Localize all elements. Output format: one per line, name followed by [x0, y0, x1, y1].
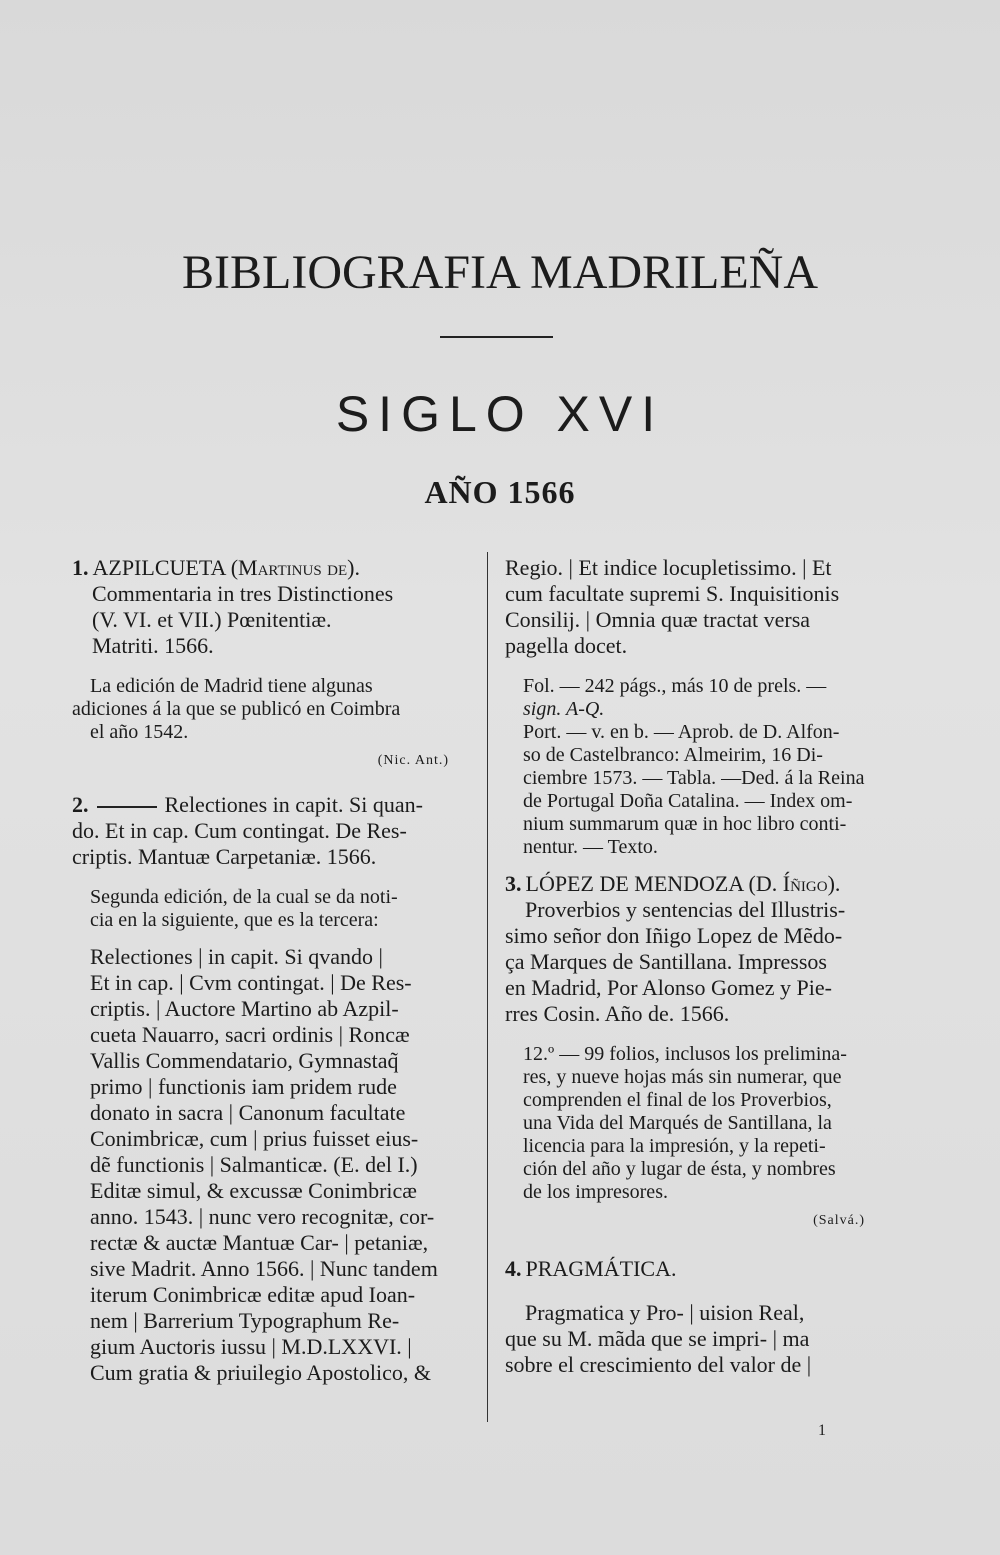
year-heading: AÑO 1566: [424, 474, 576, 510]
transcript-line: criptis. | Auctore Martino ab Azpil-: [90, 996, 399, 1021]
continuation-line: cum facultate supremi S. Inquisitionis: [505, 581, 840, 606]
transcript-line: Relectiones | in capit. Si qvando |: [90, 944, 383, 969]
entry-2-collation: [505, 675, 915, 859]
title-line: Proverbios y sentencias del Illustris-: [525, 897, 846, 922]
transcript-line: iterum Conimbricæ editæ apud Ioan-: [90, 1282, 416, 1307]
title-line: simo señor don Iñigo Lopez de Mẽdo-: [505, 923, 843, 948]
transcript-line: Cum gratia & priuilegio Apostolico, &: [90, 1360, 431, 1385]
title-divider: [440, 336, 553, 338]
spacer: [505, 859, 915, 871]
entry-2-note: [72, 886, 477, 932]
title-line: Pragmatica y Pro- | uision Real,: [525, 1300, 805, 1325]
entry-number: 4.: [505, 1256, 522, 1281]
title-line: criptis. Mantuæ Carpetaniæ. 1566.: [72, 844, 377, 869]
entry-author: LÓPEZ DE MENDOZA: [525, 871, 744, 896]
transcript-line: anno. 1543. | nunc vero recognitæ, cor-: [90, 1204, 435, 1229]
note-line: ción del año y lugar de ésta, y nombres: [523, 1158, 836, 1180]
title-line: rres Cosin. Año de. 1566.: [505, 1001, 730, 1026]
entry-3: [505, 871, 915, 1234]
note-line: de los impresores.: [523, 1181, 668, 1203]
note-line: 12.º — 99 folios, inclusos los prelimina-: [523, 1043, 847, 1065]
collation-line: de Portugal Doña Catalina. — Index om-: [523, 790, 853, 812]
entry-author: AZPILCUETA: [92, 555, 226, 580]
spacer: [505, 1234, 915, 1256]
note-line: adiciones á la que se publicó en Coimbra: [72, 698, 401, 720]
note-line: comprenden el final de los Proverbios,: [523, 1089, 832, 1111]
column-divider: [487, 552, 488, 1422]
continuation-line: Consilij. | Omnia quæ tractat versa: [505, 607, 811, 632]
transcript-line: Vallis Commendatario, Gymnastaq̃: [90, 1048, 399, 1073]
collation-line: Fol. — 242 págs., más 10 de prels. —: [523, 675, 827, 697]
right-column: [505, 555, 915, 1378]
transcript-line: nem | Barrerium Typographum Re-: [90, 1308, 400, 1333]
collation-line: nium summarum quæ in hoc libro conti-: [523, 813, 847, 835]
entry-1: [72, 555, 477, 774]
left-column: [72, 555, 477, 1386]
entry-number: 3.: [505, 871, 522, 896]
transcript-line: rectæ & auctæ Mantuæ Car- | petaniæ,: [90, 1230, 429, 1255]
entry-number: 2.: [72, 792, 89, 817]
title-line: en Madrid, Por Alonso Gomez y Pie-: [505, 975, 832, 1000]
collation-line: sign. A-Q.: [523, 698, 605, 720]
entry-4-heading: [505, 1256, 915, 1282]
entry-1-source: (Nic. Ant.): [377, 753, 449, 768]
entry-1-note: [72, 675, 477, 744]
entry-2-transcript: [72, 944, 477, 1386]
collation-line: Port. — v. en b. — Aprob. de D. Alfon-: [523, 721, 840, 743]
transcript-line: primo | functionis iam pridem rude: [90, 1074, 397, 1099]
title-line: do. Et in cap. Cum contingat. De Res-: [72, 818, 407, 843]
entry-3-source: (Salvá.): [813, 1213, 865, 1228]
title-line: que su M. mãda que se impri- | ma: [505, 1326, 810, 1351]
page-title: BIBLIOGRAFIA MADRILEÑA: [182, 246, 818, 299]
title-line: Matriti. 1566.: [92, 633, 214, 658]
ditto-rule: [97, 806, 157, 808]
collation-line: so de Castelbranco: Almeirim, 16 Di-: [523, 744, 823, 766]
note-line: cia en la siguiente, que es la tercera:: [90, 909, 379, 931]
entry-2-title: [72, 792, 477, 870]
note-line: una Vida del Marqués de Santillana, la: [523, 1112, 832, 1134]
title-line: (V. VI. et VII.) Pœnitentiæ.: [92, 607, 332, 632]
page-number: 1: [818, 1422, 826, 1439]
entry-3-heading: [505, 871, 915, 897]
entry-3-note: [505, 1043, 915, 1204]
entry-1-heading: [72, 555, 477, 581]
century-heading: SIGLO XVI: [335, 386, 665, 442]
transcript-line: Et in cap. | Cvm contingat. | De Res-: [90, 970, 412, 995]
entry-4: [505, 1256, 915, 1378]
entry-author: PRAGMÁTICA.: [525, 1256, 677, 1281]
entry-number: 1.: [72, 555, 89, 580]
transcript-line: donato in sacra | Canonum facultate: [90, 1100, 406, 1125]
continuation-line: pagella docet.: [505, 633, 628, 658]
title-line: Relectiones in capit. Si quan-: [164, 792, 423, 817]
note-line: Segunda edición, de la cual se da noti-: [90, 886, 398, 908]
note-line: licencia para la impresión, y la repeti-: [523, 1135, 826, 1157]
collation-line: ciembre 1573. — Tabla. —Ded. á la Reina: [523, 767, 865, 789]
entry-author-suffix: (Martinus de).: [230, 555, 360, 580]
entry-4-title: [505, 1300, 915, 1378]
entry-2: [72, 792, 477, 1386]
note-line: La edición de Madrid tiene algunas: [90, 675, 373, 697]
entry-1-title: [72, 581, 477, 659]
collation-line: nentur. — Texto.: [523, 836, 658, 858]
transcript-line: sive Madrit. Anno 1566. | Nunc tandem: [90, 1256, 438, 1281]
transcript-line: gium Auctoris iussu | M.D.LXXVI. |: [90, 1334, 412, 1359]
note-line: res, y nueve hojas más sin numerar, que: [523, 1066, 842, 1088]
note-line: el año 1542.: [90, 721, 189, 743]
title-line: ça Marques de Santillana. Impressos: [505, 949, 827, 974]
entry-3-title: [505, 897, 915, 1027]
entry-2-continuation: [505, 555, 915, 659]
transcript-line: Editæ simul, & excussæ Conimbricæ: [90, 1178, 417, 1203]
transcript-line: dẽ functionis | Salmanticæ. (E. del I.): [90, 1152, 418, 1177]
spacer: [72, 774, 477, 792]
entry-author-suffix: (D. Íñigo).: [748, 871, 841, 896]
transcript-line: Conimbricæ, cum | prius fuisset eius-: [90, 1126, 419, 1151]
title-line: Commentaria in tres Distinctiones: [92, 581, 394, 606]
transcript-line: cueta Nauarro, sacri ordinis | Roncæ: [90, 1022, 410, 1047]
title-line: sobre el crescimiento del valor de |: [505, 1352, 812, 1377]
continuation-line: Regio. | Et indice locupletissimo. | Et: [505, 555, 832, 580]
